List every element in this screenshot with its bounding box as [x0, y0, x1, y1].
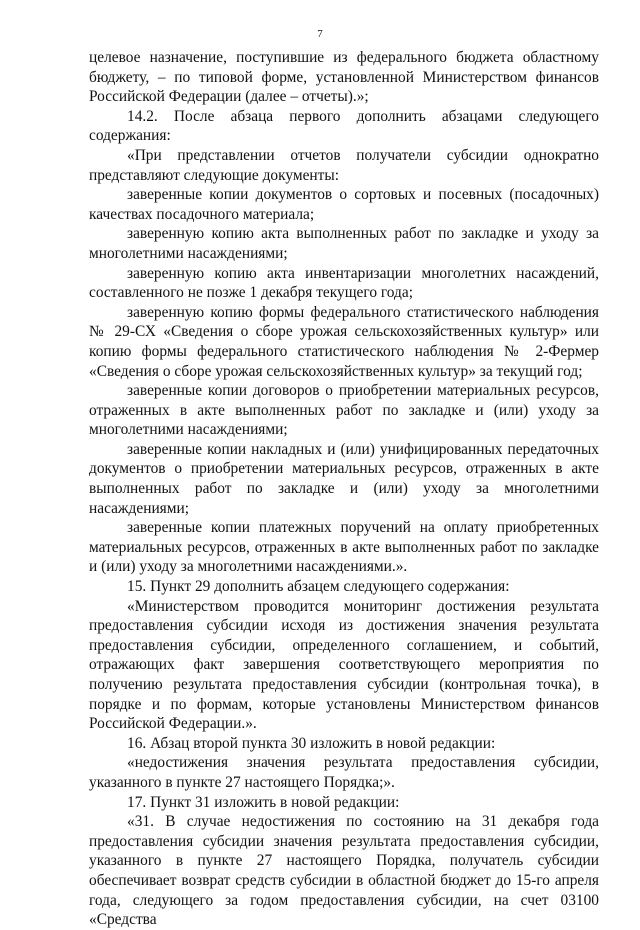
document-body	[89, 48, 599, 930]
paragraph-doc-statistical-form: заверенную копию формы федерального статистического наблюдения № 29-СХ «Сведения о сборе урожая сельскохозяйственных культур» или копию формы федерального статистического наблюдения № 2-Фермер «Сведения о сборе урожая сельскохозяйственных культур» за текущий год;	[89, 303, 599, 380]
paragraph-doc-works-act: заверенную копию акта выполненных работ по закладке и уходу за многолетними насаждениями;	[89, 225, 599, 262]
page-number: 7	[317, 28, 323, 40]
paragraph-continuation: целевое назначение, поступившие из федерального бюджета областному бюджету, – по типовой форме, установленной Министерством финансов Российской Федерации (далее – отчеты).»;	[89, 49, 599, 106]
paragraph-item-31: «31. В случае недостижения по состоянию на 31 декабря года предоставления субсидии значения результата предоставления субсидии, указанного в пункте 27 настоящего Порядка, получатель субсидии обеспечивает возврат средств субсидии в областной бюджет до 15-го апреля года, следующего за годом предоставления субсидии, на счет 03100 «Средства	[89, 813, 599, 929]
paragraph-doc-inventory-act: заверенную копию акта инвентаризации многолетних насаждений, составленного не позже 1 декабря текущего года;	[89, 264, 599, 302]
paragraph-doc-seed-quality: заверенные копии документов о сортовых и посевных (посадочных) качествах посадочного материала;	[89, 186, 599, 223]
paragraph-doc-contracts: заверенные копии договоров о приобретении материальных ресурсов, отраженных в акте выполненных работ по закладке и (или) уходу за многолетними насаждениями;	[89, 382, 599, 439]
paragraph-item-16: 16. Абзац второй пункта 30 изложить в новой редакции:	[127, 734, 496, 752]
paragraph-monitoring: «Министерством проводится мониторинг достижения результата предоставления субсидии исходя из достижения значения результата предоставления субсидии, определенного соглашением, и событий, отражающих факт завершения соответствующего мероприятия по получению результата предоставления субсидии (контрольная точка), в порядке и по формам, которые установлены Министерством финансов Российской Федерации.».	[89, 597, 599, 733]
paragraph-documents-intro: «При представлении отчетов получатели субсидии однократно представляют следующие документы:	[89, 146, 599, 184]
paragraph-doc-payment-orders: заверенные копии платежных поручений на оплату приобретенных материальных ресурсов, отраженных в акте выполненных работ по закладке и (или) уходу за многолетними насаждениями.».	[89, 519, 599, 576]
paragraph-non-achievement: «недостижения значения результата предоставления субсидии, указанного в пункте 27 настоящего Порядка;».	[89, 754, 599, 791]
paragraph-item-17: 17. Пункт 31 изложить в новой редакции:	[127, 793, 400, 811]
paragraph-doc-invoices: заверенные копии накладных и (или) унифицированных передаточных документов о приобретении материальных ресурсов, отраженных в акте выполненных работ по закладке и (или) уходу за многолетними насаждениями;	[89, 440, 599, 517]
paragraph-item-14-2: 14.2. После абзаца первого дополнить абзацами следующего содержания:	[89, 107, 599, 145]
paragraph-item-15: 15. Пункт 29 дополнить абзацем следующего содержания:	[127, 578, 510, 596]
